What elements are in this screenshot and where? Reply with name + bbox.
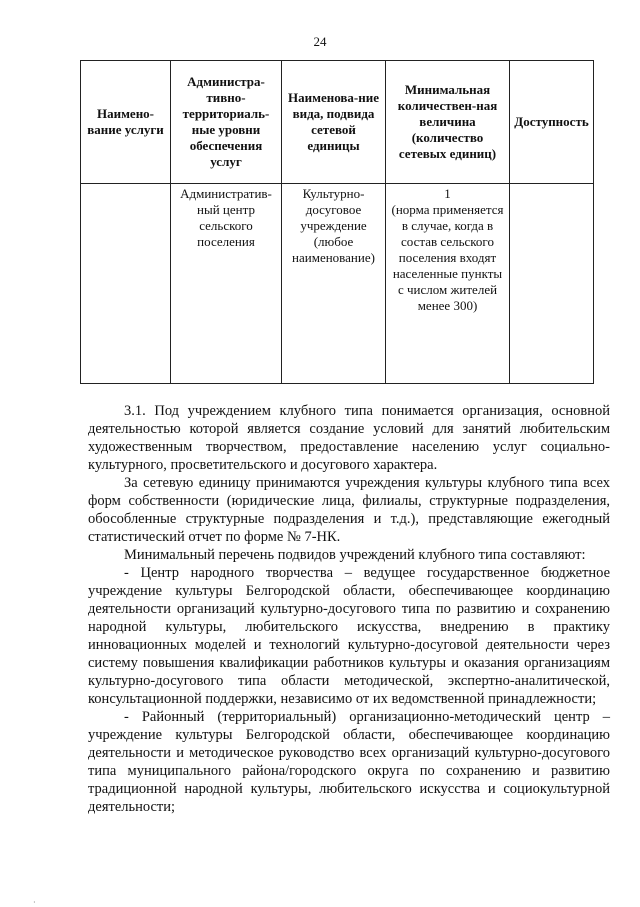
header-admin-levels: Администра-тивно-территориаль-ные уровни обеспечения услуг [171, 61, 282, 184]
scan-mark: · [33, 898, 36, 907]
cell-service-name [81, 184, 171, 384]
page-number: 24 [313, 34, 327, 49]
header-min-quantity: Минимальная количествен-ная величина (количество сетевых единиц) [386, 61, 510, 184]
paragraph-min-list: Минимальный перечень подвидов учреждений клубного типа составляют: [124, 547, 586, 563]
table-header-row [81, 61, 594, 184]
body-text [88, 402, 610, 816]
min-quantity-value: 1 [444, 186, 451, 201]
norms-table [80, 60, 594, 384]
paragraph-district-center: - Районный (территориальный) организационно-методический центр – учреждение культуры Белгородской области, обеспечивающее координацию деятельности и методическое руководство всех организаций культурно-досугового типа муниципального района/городского округа по сохранению и развитию традиционной народной культуры, любительского искусства и социокультурной деятельности; [88, 709, 610, 815]
table-row [81, 184, 594, 384]
cell-accessibility [510, 184, 594, 384]
paragraph-folk-center: - Центр народного творчества – ведущее государственное бюджетное учреждение культуры Белгородской области, обеспечивающее координацию деятельности организаций культурно-досугового типа по развитию и сохранению народной культуры, любительского искусства, внедрению в практику инновационных моделей и технологий культурно-досуговой деятельности через систему повышения квалификации работников культуры и оказания организациям культурно-досугового типа области методической, экспертно-аналитической, консультационной поддержки, независимо от их ведомственной принадлежности; [88, 565, 610, 707]
cell-unit-type: Культурно-досуговое учреждение (любое наименование) [282, 184, 386, 384]
header-accessibility: Доступность [510, 61, 594, 184]
paragraph-network-unit: За сетевую единицу принимаются учреждения культуры клубного типа всех форм собственности (юридические лица, филиалы, структурные подразделения, обособленные структурные подразделения и т.д.), представляющие ежегодный статистический отчет по форме № 7-НК. [88, 475, 610, 545]
min-quantity-note: (норма применяется в случае, когда в состав сельского поселения входят населенные пункты с числом жителей менее 300) [391, 202, 504, 313]
cell-min-quantity [386, 184, 510, 384]
paragraph-3-1: 3.1. Под учреждением клубного типа понимается организация, основной деятельностью которой является создание условий для занятий любительским художественным творчеством, предоставление населению услуг социально-культурного, просветительского и досугового характера. [88, 403, 610, 473]
header-unit-type: Наименова-ние вида, подвида сетевой единицы [282, 61, 386, 184]
header-service-name: Наимено-вание услуги [81, 61, 171, 184]
cell-admin-level: Административ-ный центр сельского поселения [171, 184, 282, 384]
